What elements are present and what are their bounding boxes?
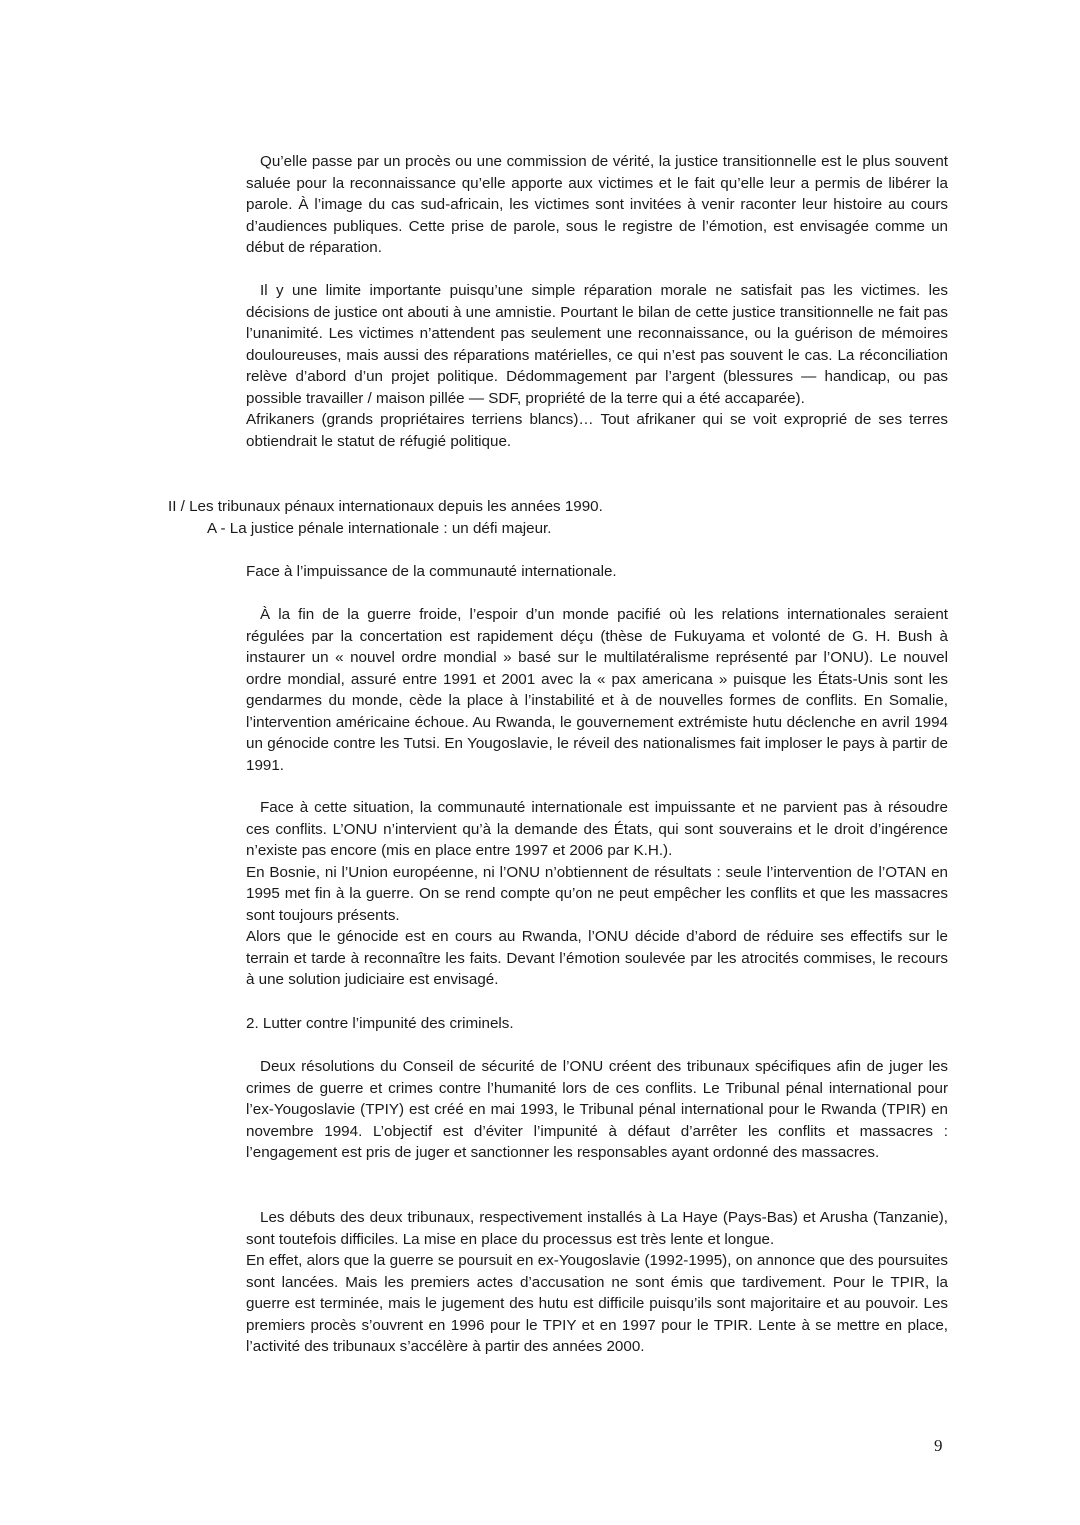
paragraph-resolutions xyxy=(246,1056,948,1164)
paragraph-text: À la fin de la guerre froide, l’espoir d’un monde pacifié où les relations internationales seraient régulées par la concertation est rapidement déçu (thèse de Fukuyama et volonté de G. H. Bush à instaurer un « nouvel ordre mondial » basé sur le multilatéralisme représenté par l’ONU). Le nouvel ordre mondial, assuré entre 1991 et 2001 avec la « pax americana » puisque les États-Unis sont les gendarmes du monde, cède la place à l’instabilité et à de nouvelles formes de conflits. En Somalie, l’intervention américaine échoue. Au Rwanda, le gouvernement extrémiste hutu déclenche en avril 1994 un génocide contre les Tutsi. En Yougoslavie, le réveil des nationalismes fait imploser le pays à partir de 1991. xyxy=(246,606,948,774)
paragraph-text: En Bosnie, ni l’Union européenne, ni l’ONU n’obtiennent de résultats : seule l’intervention de l’OTAN en 1995 met fin à la guerre. On se rend compte qu’on ne peut empêcher les conflits et que les massacres sont toujours présents. xyxy=(246,863,948,924)
paragraph-text: Qu’elle passe par un procès ou une commission de vérité, la justice transitionnelle est le plus souvent saluée pour la reconnaissance qu’elle apporte aux victimes et le fait qu’elle leur a permis de libérer la parole. À l’image du cas sud-africain, les victimes sont invitées à venir raconter leur histoire au cours d’audiences publiques. Cette prise de parole, sous le registre de l’émotion, est envisagée comme un début de réparation. xyxy=(246,153,948,256)
paragraph-impuissance xyxy=(246,797,948,991)
paragraph-limite xyxy=(246,280,948,452)
paragraph-text: En effet, alors que la guerre se poursuit en ex-Yougoslavie (1992-1995), on annonce que des poursuites sont lancées. Mais les premiers actes d’accusation ne sont émis que tardivement. Pour le TPIR, la guerre est terminée, mais le jugement des hutu est difficile puisqu’ils sont majoritaire et au pouvoir. Les premiers procès s’ouvrent en 1996 pour le TPIY et en 1997 pour le TPIR. Lente à se mettre en place, l’activité des tribunaux s’accélère à partir des années 2000. xyxy=(246,1252,948,1355)
page-number: 9 xyxy=(934,1436,943,1455)
subheading-2: 2. Lutter contre l’impunité des criminels. xyxy=(246,1015,514,1032)
subsection-heading-a: A - La justice pénale internationale : un défi majeur. xyxy=(207,520,552,537)
paragraph-text: Afrikaners (grands propriétaires terriens blancs)… Tout afrikaner qui se voit exproprié de ses terres obtiendrait le statut de réfugié politique. xyxy=(246,411,948,450)
paragraph-text: Face à cette situation, la communauté internationale est impuissante et ne parvient pas à résoudre ces conflits. L’ONU n’intervient qu’à la demande des États, qui sont souverains et le droit d’ingérence n’existe pas encore (mis en place entre 1997 et 2006 par K.H.). xyxy=(246,799,948,859)
section-heading-part-2: II / Les tribunaux pénaux internationaux depuis les années 1990. xyxy=(168,498,603,515)
subheading-1: Face à l’impuissance de la communauté internationale. xyxy=(246,563,617,580)
paragraph-text: Il y une limite importante puisqu’une simple réparation morale ne satisfait pas les victimes. les décisions de justice ont abouti à une amnistie. Pourtant le bilan de cette justice transitionnelle ne fait pas l’unanimité. Les victimes n’attendent pas seulement une reconnaissance, ou la guérison de mémoires douloureuses, mais aussi des réparations matérielles, ce qui n’est pas souvent le cas. La réconciliation relève d’abord d’un projet politique. Dédommagement par l’argent (blessures — handicap, ou pas possible travailler / maison pillée — SDF, propriété de la terre qui a été accaparée). xyxy=(246,282,948,407)
paragraph-guerre-froide xyxy=(246,604,948,776)
paragraph-text: Alors que le génocide est en cours au Rwanda, l’ONU décide d’abord de réduire ses effectifs sur le terrain et tarde à reconnaître les faits. Devant l’émotion soulevée par les atrocités commises, le recours à une solution judiciaire est envisagé. xyxy=(246,928,948,988)
paragraph-debuts-tribunaux xyxy=(246,1207,948,1358)
paragraph-text: Les débuts des deux tribunaux, respectivement installés à La Haye (Pays-Bas) et Arusha (Tanzanie), sont toutefois difficiles. La mise en place du processus est très lente et longue. xyxy=(246,1209,948,1248)
paragraph-justice-transitionnelle xyxy=(246,151,948,259)
paragraph-text: Deux résolutions du Conseil de sécurité de l’ONU créent des tribunaux spécifiques afin de juger les crimes de guerre et crimes contre l’humanité lors de ces conflits. Le Tribunal pénal international pour l’ex-Yougoslavie (TPIY) est créé en mai 1993, le Tribunal pénal international pour le Rwanda (TPIR) en novembre 1994. L’objectif est d’éviter l’impunité à défaut d’arrêter les conflits et massacres : l’engagement est pris de juger et sanctionner les responsables ayant ordonné des massacres. xyxy=(246,1058,948,1161)
